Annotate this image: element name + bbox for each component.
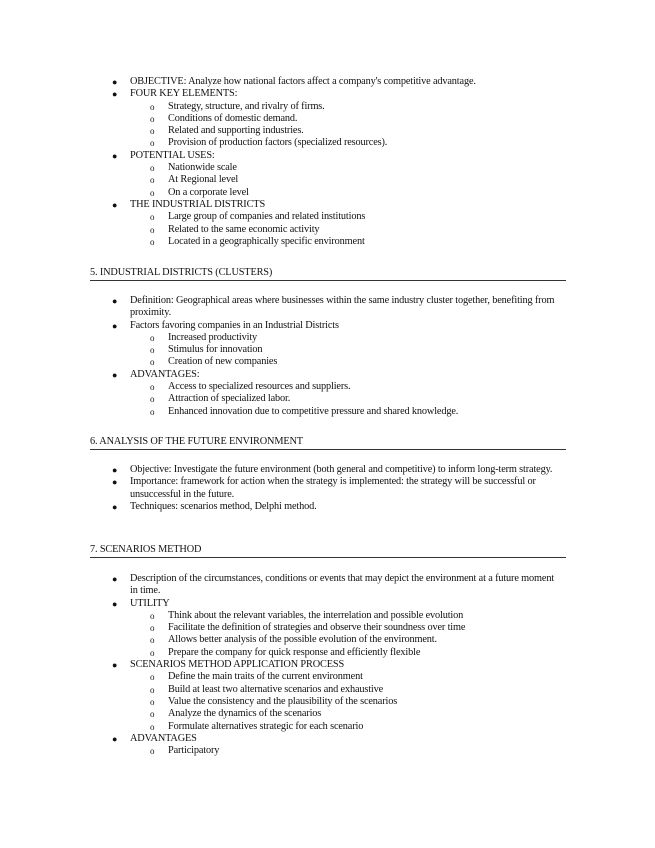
sub-bullet-text: Allows better analysis of the possible evolution of the environment. xyxy=(168,634,437,646)
bullet-text: THE INDUSTRIAL DISTRICTS xyxy=(130,198,266,210)
sub-bullet-text: Related to the same economic activity xyxy=(168,223,320,235)
bullet-text: Description of the circumstances, conditions or events that may depict the environment at a future moment in time. xyxy=(130,573,555,597)
sub-bullet-text: Stimulus for innovation xyxy=(168,344,263,356)
intro-list xyxy=(0,76,655,248)
sub-bullet-item xyxy=(0,708,655,720)
bullet-icon: ● xyxy=(112,660,118,671)
bullet-icon: ● xyxy=(112,733,118,744)
sub-bullet-text: Related and supporting industries. xyxy=(168,125,304,137)
sub-bullet-icon: o xyxy=(150,610,155,621)
bullet-text: Objective: Investigate the future environment (both general and competitive) to inform long-term strategy. xyxy=(130,464,553,475)
section-7-heading: 7. SCENARIOS METHOD xyxy=(90,543,566,558)
bullet-item xyxy=(0,295,655,320)
sub-bullet-icon: o xyxy=(150,721,155,732)
sub-bullet-text: Provision of production factors (specialized resources). xyxy=(168,137,388,149)
sub-bullet-item xyxy=(0,113,655,125)
section-6-list xyxy=(0,464,655,513)
sub-bullet-icon: o xyxy=(150,236,155,247)
sub-bullet-item xyxy=(0,211,655,223)
bullet-item xyxy=(0,464,655,476)
bullet-text: Definition: Geographical areas where businesses within the same industry cluster together, benefiting from proximity. xyxy=(130,295,555,319)
bullet-item xyxy=(0,501,655,513)
sub-bullet-item xyxy=(0,187,655,199)
sub-bullet-text: Analyze the dynamics of the scenarios xyxy=(168,708,322,720)
sub-bullet-icon: o xyxy=(150,224,155,235)
sub-bullet-item xyxy=(0,162,655,174)
bullet-icon: ● xyxy=(112,296,118,306)
bullet-icon: ● xyxy=(112,77,118,87)
bullet-item xyxy=(0,659,655,671)
section-6-heading: 6. ANALYSIS OF THE FUTURE ENVIRONMENT xyxy=(90,435,566,450)
bullet-icon: ● xyxy=(112,89,118,100)
sub-bullet-item xyxy=(0,634,655,646)
sub-bullet-item xyxy=(0,684,655,696)
sub-bullet-item xyxy=(0,332,655,344)
sub-bullet-text: Conditions of domestic demand. xyxy=(168,112,298,124)
bullet-item xyxy=(0,476,655,501)
sub-bullet-item xyxy=(0,745,655,757)
sub-bullet-text: Enhanced innovation due to competitive pressure and shared knowledge. xyxy=(168,405,459,417)
sub-bullet-text: Think about the relevant variables, the interrelation and possible evolution xyxy=(168,609,464,621)
sub-bullet-text: Large group of companies and related institutions xyxy=(168,211,366,223)
sub-bullet-text: At Regional level xyxy=(168,174,239,186)
sub-bullet-icon: o xyxy=(150,623,155,634)
bullet-icon: ● xyxy=(112,320,118,331)
sub-bullet-icon: o xyxy=(150,163,155,174)
sub-bullet-item xyxy=(0,236,655,248)
bullet-icon: ● xyxy=(112,369,118,380)
sub-bullet-text: Creation of new companies xyxy=(168,356,278,368)
sub-bullet-text: Access to specialized resources and suppliers. xyxy=(168,381,351,393)
bullet-item xyxy=(0,573,655,598)
sub-bullet-icon: o xyxy=(150,684,155,695)
sub-bullet-text: Formulate alternatives strategic for each scenario xyxy=(168,720,364,732)
sub-bullet-icon: o xyxy=(150,394,155,405)
sub-bullet-icon: o xyxy=(150,175,155,186)
section-5-heading: 5. INDUSTRIAL DISTRICTS (CLUSTERS) xyxy=(90,266,566,281)
bullet-text: SCENARIOS METHOD APPLICATION PROCESS xyxy=(130,659,345,671)
bullet-icon: ● xyxy=(112,477,118,488)
sub-bullet-text: Attraction of specialized labor. xyxy=(168,393,291,405)
bullet-item xyxy=(0,369,655,381)
sub-bullet-icon: o xyxy=(150,746,155,757)
sub-bullet-icon: o xyxy=(150,126,155,137)
bullet-item xyxy=(0,150,655,162)
sub-bullet-icon: o xyxy=(150,672,155,683)
sub-bullet-item xyxy=(0,671,655,683)
bullet-text: Importance: framework for action when the strategy is implemented: the strategy will be successful or unsuccessful in the future. xyxy=(130,476,536,500)
bullet-text: OBJECTIVE: Analyze how national factors affect a company's competitive advantage. xyxy=(130,76,476,87)
sub-bullet-item xyxy=(0,224,655,236)
bullet-icon: ● xyxy=(112,199,118,210)
section-5-list xyxy=(0,295,655,418)
sub-bullet-icon: o xyxy=(150,332,155,343)
bullet-icon: ● xyxy=(112,150,118,161)
sub-bullet-icon: o xyxy=(150,101,155,112)
sub-bullet-item xyxy=(0,393,655,405)
sub-bullet-icon: o xyxy=(150,357,155,368)
sub-bullet-item xyxy=(0,125,655,137)
bullet-text: Techniques: scenarios method, Delphi method. xyxy=(130,500,317,512)
sub-bullet-item xyxy=(0,406,655,418)
sub-bullet-text: Prepare the company for quick response and efficiently flexible xyxy=(168,646,421,658)
sub-bullet-item xyxy=(0,381,655,393)
sub-bullet-icon: o xyxy=(150,647,155,658)
sub-bullet-text: Increased productivity xyxy=(168,331,258,343)
bullet-item xyxy=(0,598,655,610)
sub-bullet-icon: o xyxy=(150,212,155,223)
bullet-text: ADVANTAGES xyxy=(130,732,197,744)
section-7-list xyxy=(0,573,655,757)
sub-bullet-icon: o xyxy=(150,382,155,393)
sub-bullet-icon: o xyxy=(150,709,155,720)
bullet-text: POTENTIAL USES: xyxy=(130,149,215,161)
sub-bullet-item xyxy=(0,356,655,368)
sub-bullet-icon: o xyxy=(150,406,155,417)
bullet-icon: ● xyxy=(112,574,118,584)
sub-bullet-icon: o xyxy=(150,187,155,198)
bullet-text: UTILITY xyxy=(130,597,170,609)
bullet-item xyxy=(0,320,655,332)
sub-bullet-item xyxy=(0,344,655,356)
sub-bullet-text: Participatory xyxy=(168,745,220,757)
sub-bullet-item xyxy=(0,721,655,733)
sub-bullet-icon: o xyxy=(150,138,155,149)
sub-bullet-item xyxy=(0,137,655,149)
sub-bullet-icon: o xyxy=(150,345,155,356)
bullet-item xyxy=(0,199,655,211)
sub-bullet-item xyxy=(0,622,655,634)
sub-bullet-text: On a corporate level xyxy=(168,186,249,198)
sub-bullet-text: Strategy, structure, and rivalry of firms. xyxy=(168,100,325,112)
bullet-icon: ● xyxy=(112,501,118,512)
sub-bullet-icon: o xyxy=(150,635,155,646)
bullet-text: ADVANTAGES: xyxy=(130,368,200,380)
bullet-item xyxy=(0,733,655,745)
bullet-icon: ● xyxy=(112,598,118,609)
sub-bullet-text: Value the consistency and the plausibility of the scenarios xyxy=(168,695,398,707)
sub-bullet-text: Facilitate the definition of strategies and observe their soundness over time xyxy=(168,622,466,634)
bullet-text: FOUR KEY ELEMENTS: xyxy=(130,88,238,100)
bullet-icon: ● xyxy=(112,465,118,475)
sub-bullet-text: Build at least two alternative scenarios and exhaustive xyxy=(168,683,384,695)
sub-bullet-icon: o xyxy=(150,696,155,707)
bullet-item xyxy=(0,76,655,88)
sub-bullet-icon: o xyxy=(150,113,155,124)
sub-bullet-item xyxy=(0,647,655,659)
sub-bullet-item xyxy=(0,696,655,708)
sub-bullet-item xyxy=(0,174,655,186)
sub-bullet-text: Located in a geographically specific environment xyxy=(168,235,365,247)
sub-bullet-text: Nationwide scale xyxy=(168,162,237,174)
sub-bullet-text: Define the main traits of the current environment xyxy=(168,671,363,683)
sub-bullet-item xyxy=(0,610,655,622)
sub-bullet-item xyxy=(0,101,655,113)
bullet-item xyxy=(0,88,655,100)
bullet-text: Factors favoring companies in an Industrial Districts xyxy=(130,319,339,331)
